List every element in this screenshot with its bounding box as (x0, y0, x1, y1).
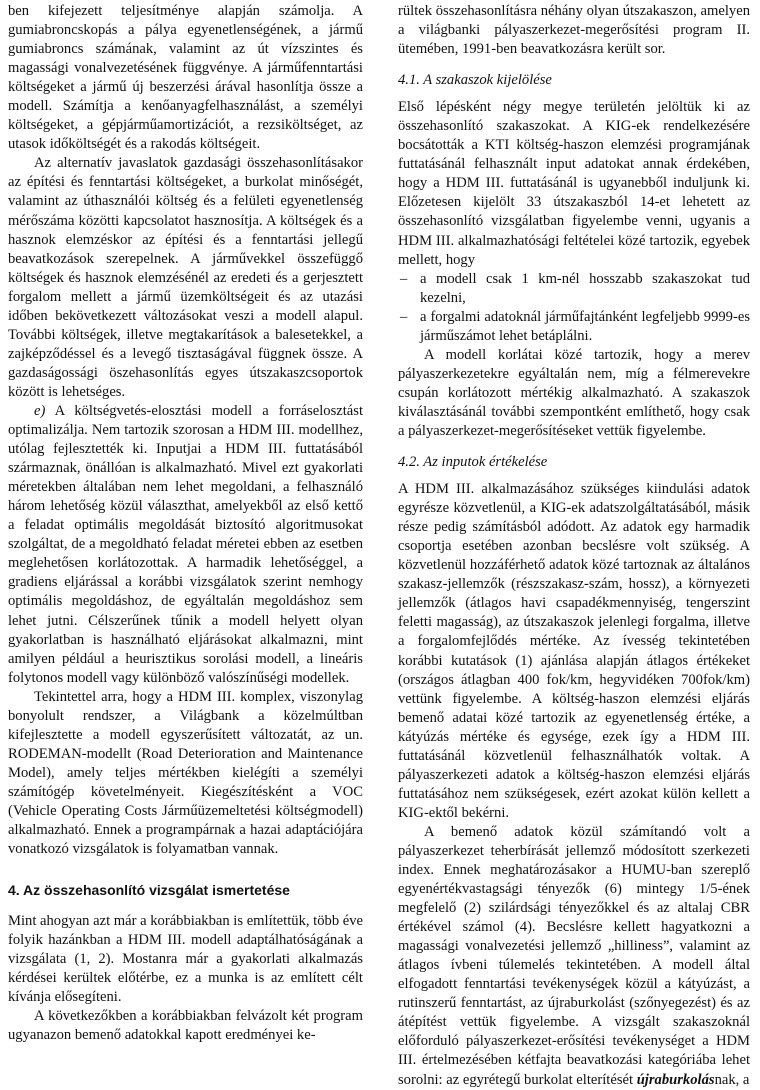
subsection-heading: 4.2. Az inputok értékelése (398, 454, 548, 471)
paragraph (8, 402, 363, 688)
paragraph: rültek összehasonlításra néhány olyan útszakaszon, amelyen a világbanki pályaszerkezet-megerősítési program II. ütemében, 1991-ben beavatkozásra került sor. (398, 3, 750, 58)
item-label: e) (34, 402, 46, 419)
paragraph-text: nak, a (714, 1071, 750, 1088)
paragraph: A következőkben a korábbiakban felvázolt két program ugyanazon bemenő adatokkal kapott eredményei ke- (8, 1008, 363, 1044)
paragraph: Tekintettel arra, hogy a HDM III. komplex, viszonylag bonyolult rendszer, a Világbank a közelmúltban kifejlesztette a modell egyszerűsített változatát, az un. RODEMAN-modellt (Road Deterioration and Maintenance Model), amely teljes mértékben kielégíti a személyi számítógép követelményeit. Kiegészítésként a VOC (Vehicle Operating Costs Járműüzemeltetési költségmodell) alkalmazható. Ennek a programpárnak a hazai adaptációjára vonatkozó vizsgálatok is folyamatban vannak. (8, 688, 363, 858)
list-item (398, 270, 750, 308)
paragraph: A modell korlátai közé tartozik, hogy a merev pályaszerkezetekre egyáltalán nem, míg a félmerevekre csupán korlátozott mértékig alkalmazható. A szakaszok kiválasztásánál további szempontként említhető, hogy csak a pályaszerkezet-megerősítéseket vettük figyelembe. (398, 346, 750, 439)
list-item (398, 308, 750, 346)
subsection-heading: 4.1. A szakaszok kijelölése (398, 72, 552, 89)
paragraph: ben kifejezett teljesítménye alapján számolja. A gumiabroncskopás a pálya egyenetlenségének, a jármű gumiabroncs számának, valamint az út vízszintes és magassági vonalvezetésének függvénye. A járműfenntartási költségeket a jármű új beszerzési árával hasonlítja össze a modell. Számítja a kenőanyagfelhasználást, a személyi költségeket, a gépjárműamortizációt, a rezsiköltséget, az utasok időköltségét és a rakodás költségeit. (8, 3, 363, 153)
list-item-text: a modell csak 1 km-nél hosszabb szakaszokat tud kezelni, (420, 270, 750, 306)
list-item-text: a forgalmi adatoknál járműfajtánként legfeljebb 9999-es járműszámot lehet betáplálni. (420, 308, 750, 344)
paragraph: A HDM III. alkalmazásához szükséges kiindulási adatok egyrésze közvetlenül, a KIG-ek adatszolgáltatásából, másik része pedig számításból adódott. Az adatok egy harmadik csoportja esetében azonban becslésre volt szükség. A közvetlenül hozzáférhető adatok közé tartoznak az általános szakasz-jellemzők (részszakasz-szám, hossz), a környezeti jellemzők (átlagos havi csapadékmennyiség, tengerszint feletti magasság), az útszakaszok jelenlegi forgalma, illetve a forgalomfejlődés mértéke. Az ívesség tekintetében korábbi kutatások (1) ajánlása alapján átlagos értékeket (országos átlagban 400 fok/km, hegyvidéken 700fok/km) vettünk figyelembe. A költség-haszon elemzési eljárás bemenő adatai közé tartozik az egyenetlenség értéke, a kátyúzás mértéke és egysége, ezek így a HDM III. futtatásánál közvetlenül felhasználhatók voltak. A pályaszerkezeti adatok a költség-haszon elemzési eljárás futtatásához nem szükségesek, ezért azokat külön kellett a KIG-ektől bekérni. (398, 481, 750, 821)
section-heading: 4. Az összehasonlító vizsgálat ismertetése (8, 882, 290, 899)
paragraph (398, 823, 750, 1090)
dash-marker: – (400, 270, 408, 287)
paragraph: Az alternatív javaslatok gazdasági összehasonlításakor az építési és fenntartási költségeket, a burkolat minőségét, valamint az úthasználói költség és a felületi egyenetlenség mérőszáma közötti kapcsolatot hasznosítja. A költségek és a hasznok elemzéskor az építési és a fenntartási jellegű beavatkozások szerepelnek. A járművekkel összefüggő költségek és hasznok elemzésénél az eredeti és a gerjesztett forgalom mellett a jármű üzemköltségeit és az utazási időben bekövetkezett változásokat veszi a modell alapul. További költségek, illetve megtakarítások a balesetekkel, a zajképződéssel és a levegő tisztaságával függnek össze. A gazdaságossági öszehasonlítás egyes útszakaszcsoportok között is lehetséges. (8, 155, 363, 400)
paragraph-text: A bemenő adatok közül számítandó volt a pályaszerkezet teherbírását jellemző módosított szerkezeti index. Ennek meghatározásakor a HUMU-ban szereplő egyenértékvastagsági tényezők (6) mintegy 1/5-ének megfelelő (2) szilárdsági tényezőkkel és az altalaj CBR értékével számol (4). Becslésre kellett hagyatkozni a magassági vonalvezetési jellemző „hilliness”, valamint az átlagos ívbeni túlemelés tekintetében. A modell által elfogadott fenntartási tevékenységek közül a kátyúzást, a rutinszerű fenntartást, az újraburkolást (szőnyegezést) és az átépítést vettük figyelembe. A vizsgált szakaszoknál előforduló pályaszerkezet-erősítési tevékenységet a HDM III. értelmezésében kétfajta beavatkozási kategóriába lehet sorolni: az egyrétegű burkolat elterítését (398, 823, 750, 1088)
right-column (398, 2, 750, 1090)
emphasized-term: újraburkolás (636, 1071, 715, 1088)
left-column (8, 2, 363, 1045)
paragraph: Mint ahogyan azt már a korábbiakban is említettük, több éve folyik hazánkban a HDM III. modell adaptálhatóságának a vizsgálata (1, 2). Mostanra már a gyakorlati alkalmazás kérdései kerültek előtérbe, ez a munka is az említett célt kívánja elősegíteni. (8, 913, 364, 1006)
bullet-list (398, 270, 750, 346)
dash-marker: – (400, 308, 408, 325)
paragraph-text: A költségvetés-elosztási modell a forráselosztást optimalizálja. Nem tartozik szorosan a HDM III. modellhez, utólag fejlesztették ki. Inputjai a HDM III. futtatásából származnak, önállóan is alkalmazható. Mivel ezt gyakorlati méretekben általában nem lehet megoldani, a felhasználó három lehetőség közül választhat, amelyekből az első kettő a feladat optimális megoldását biztosító algoritmusokat szolgáltat, de a megoldható feladat méretei ebben az esetben meglehetősen korlátozottak. A harmadik lehetőséggel, a gradiens eljárással a korábbi vizsgálatok szerint nemhogy optimális megoldáshoz, de egyáltalán megoldáshoz sem lehet jutni. Célszerűnek tűnik a modell helyett olyan gyakorlatban is használható eljárásokat alkalmazni, mint amilyen például a heurisztikus sorolási modell, a lineáris folytonos modell vagy különböző valószínűségi modellek. (8, 402, 363, 686)
paragraph: Első lépésként négy megye területén jelöltük ki az összehasonlító szakaszokat. A KIG-ek rendelkezésére bocsátották a KTI költség-haszon elemzési programjának futtatásánál felhasznált input adatokat annak érdekében, hogy a HDM III. futtatásánál is ugyanebből induljunk ki. Előzetesen kijelölt 33 útszakaszból 14-et lehetett az összehasonlító vizsgálatban figyelembe venni, ugyanis a HDM III. alkalmazhatósági feltételei közé tartozik, egyebek mellett, hogy (398, 99, 750, 268)
